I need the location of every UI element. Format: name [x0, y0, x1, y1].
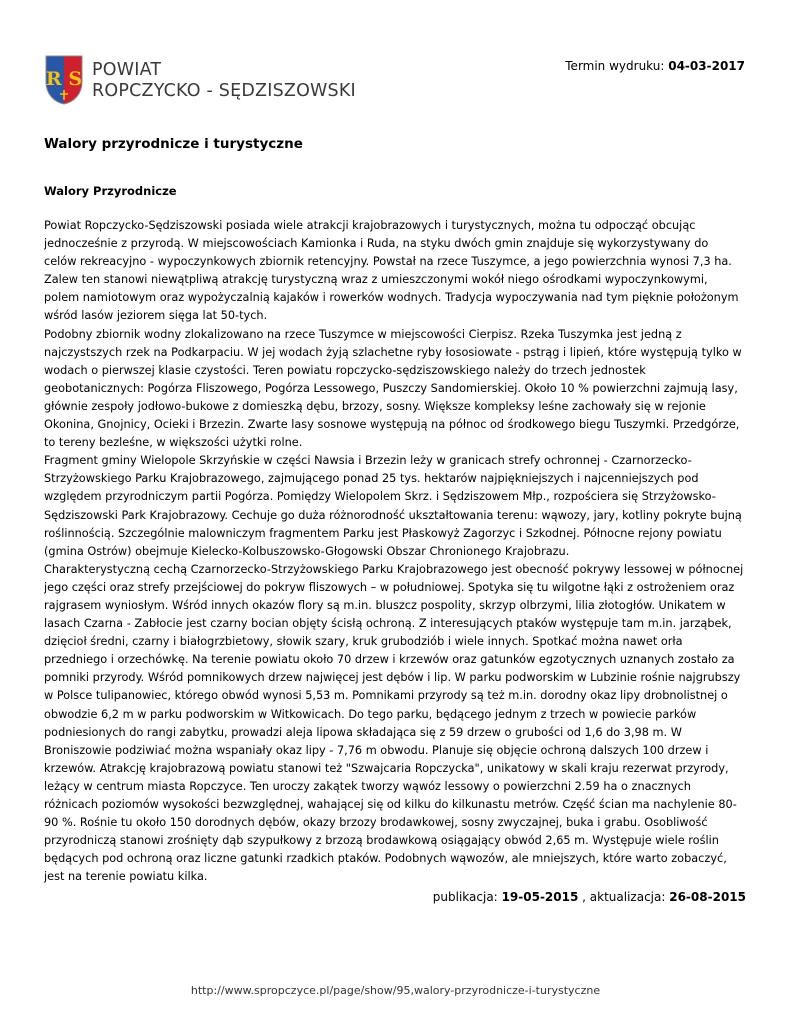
logo-line-1: POWIAT: [92, 60, 162, 80]
updated-label: , aktualizacja:: [582, 890, 666, 904]
print-date-value: 04-03-2017: [668, 59, 745, 73]
page-header: [44, 54, 754, 114]
print-date-label: Termin wydruku:: [565, 59, 665, 73]
page-url[interactable]: http://www.spropczyce.pl/page/show/95,walory-przyrodnicze-i-turystyczne: [190, 984, 601, 997]
logo-text: [92, 54, 356, 102]
published-label: publikacja:: [432, 890, 498, 904]
logo-line-2: ROPCZYCKO - SĘDZISZOWSKI: [92, 81, 356, 101]
print-date: [565, 59, 745, 73]
powiat-logo[interactable]: [44, 54, 356, 106]
page-title: Walory przyrodnicze i turystyczne: [44, 136, 303, 152]
updated-date: 26-08-2015: [669, 890, 746, 904]
section-title: Walory Przyrodnicze: [44, 184, 177, 198]
published-date: 19-05-2015: [501, 890, 579, 904]
paragraph: Podobny zbiornik wodny zlokalizowano na rzece Tuszymce w miejscowości Cierpisz. Rzeka Tuszymka jest jedną z najczystszych rzek na Podkarpaciu. W jej wodach żyją szlachetne ryby łososiowate - pstrąg i lipień, które występują tylko w wodach o pierwszej klasie czystości. Teren powiatu ropczycko-sędziszowskiego należy do trzech jednostek geobotanicznych: Pogórza Fliszowego, Pogórza Lessowego, Puszczy Sandomierskiej. Około 10 % powierzchni zajmują lasy, głównie zespoły jodłowo-bukowe z domieszką dębu, brzozy, sosny. Większe kompleksy leśne zachowały się w rejonie Okonina, Gnojnicy, Ocieki i Brzezin. Zwarte lasy sosnowe występują na północ od środkowego biegu Tuszymki. Przedgórze, to tereny bezleśne, w większości użytki rolne.: [44, 327, 742, 450]
paragraph: Fragment gminy Wielopole Skrzyńskie w części Nawsia i Brzezin leży w granicach strefy ochronnej - Czarnorzecko-Strzyżowskiego Parku Krajobrazowego, zajmującego ponad 25 tys. hektarów najpiękniejszych i najcenniejszych pod względem przyrodniczym partii Pogórza. Pomiędzy Wielopolem Skrz. i Sędziszowem Młp., rozpościera się Strzyżowsko-Sędziszowski Park Krajobrazowy. Cechuje go duża różnorodność ukształtowania terenu: wąwozy, jary, kotliny pokryte bujną roślinnością. Szczególnie malowniczym fragmentem Parku jest Płaskowyż Zagorzyc i Szkodnej. Północne rejony powiatu (gmina Ostrów) obejmuje Kielecko-Kolbuszowsko-Głogowski Obszar Chronionego Krajobrazu.: [44, 454, 742, 558]
paragraph: Powiat Ropczycko-Sędziszowski posiada wiele atrakcji krajobrazowych i turystycznych, można tu odpocząć obcując jednocześnie z przyrodą. W miejscowościach Kamionka i Ruda, na styku dwóch gmin znajduje się wykorzystywany do celów rekreacyjno - wypoczynkowych zbiornik retencyjny. Powstał na rzece Tuszymce, a jego powierzchnia wynosi 7,3 ha. Zalew ten stanowi niewątpliwą atrakcję turystyczną wraz z umieszczonymi wokół niego ośrodkami wypoczynkowymi, polem namiotowym oraz wypożyczalnią kajaków i rowerków wodnych. Tradycja wypoczywania nad tym pięknie położonym wśród lasów jeziorem sięga lat 50-tych.: [44, 219, 739, 323]
paragraph: Charakterystyczną cechą Czarnorzecko-Strzyżowskiego Parku Krajobrazowego jest obecność pokrywy lessowej w północnej jego części oraz strefy przejściowej do pokryw fliszowych – w południowej. Spotyka się tu wilgotne łąki z ostrożeniem oraz rajgrasem wyniosłym. Wśród innych okazów flory są m.in. bluszcz pospolity, skrzyp olbrzymi, lilia złotogłów. Unikatem w lasach Czarna - Zabłocie jest czarny bocian objęty ścisłą ochroną. Z interesujących ptaków występuje tam m.in. jarząbek, dzięcioł średni, czarny i białogrzbietowy, słowik szary, kruk grubodziób i wiele innych. Spotkać można nawet orła przedniego i orzechówkę. Na terenie powiatu około 70 drzew i krzewów oraz gatunków egzotycznych uznanych zostało za pomniki przyrody. Wśród pomnikowych drzew najwięcej jest dębów i lip. W parku podworskim w Lubzinie rośnie najgrubszy w Polsce tulipanowiec, którego obwód wynosi 5,53 m. Pomnikami przyrody są też m.in. dorodny okaz lipy drobnolistnej o obwodzie 6,2 m w parku podworskim w Witkowicach. Do tego parku, będącego jednym z trzech w powiecie parków podniesionych do rangi zabytku, prowadzi aleja lipowa składająca się z 59 drzew o grubości od 1,6 do 3,98 m. W Broniszowie podziwiać można wspaniały okaz lipy - 7,76 m obwodu. Planuje się objęcie ochroną dalszych 100 drzew i krzewów. Atrakcję krajobrazową powiatu stanowi też "Szwajcaria Ropczycka", unikatowy w skali kraju rezerwat przyrody, leżący w centrum miasta Ropczyce. Ten uroczy zakątek tworzy wąwóz lessowy o powierzchni 2.59 ha o znacznych różnicach poziomów wysokości bezwzględnej, wahającej się od kilku do kilkunastu metrów. Część ścian ma nachylenie 80-90 %. Rośnie tu około 150 dorodnych dębów, okazy brzozy brodawkowej, sosny zwyczajnej, buka i grabu. Osobliwość przyrodniczą stanowi zrośnięty dąb szypułkowy z brzozą brodawkową osiągający obwód 2,65 m. Występuje wiele roślin będących pod ochroną oraz liczne gatunki rzadkich ptaków. Podobnych wąwozów, ale mniejszych, które warto zobaczyć, jest na terenie powiatu kilka.: [44, 562, 744, 884]
publication-info: [433, 890, 746, 904]
coat-of-arms-icon: [44, 54, 84, 106]
svg-text:R S: R S: [45, 68, 83, 90]
article-body: [44, 217, 744, 886]
